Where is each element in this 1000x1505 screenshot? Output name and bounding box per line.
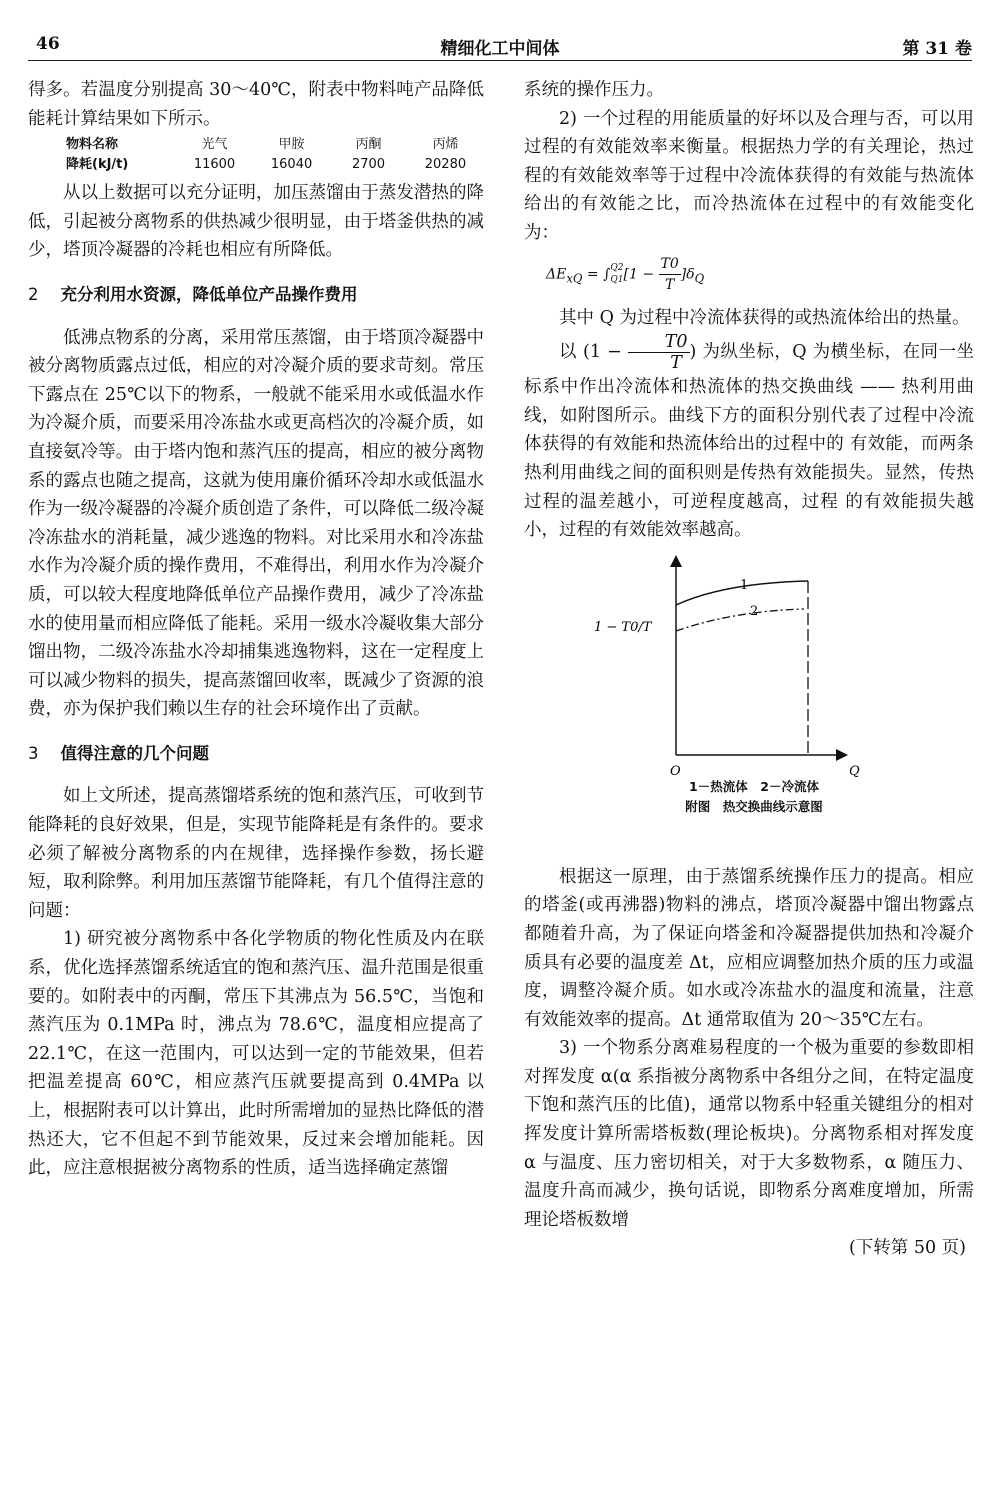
formula-fraction xyxy=(659,254,681,295)
heat-curve-diagram xyxy=(524,553,974,783)
paragraph: 3) 一个物系分离难易程度的一个极为重要的参数即相对挥发度 α(α 系指被分离物系中各组分之间，在特定温度下饱和蒸汽压的比值)，通常以物系中轻重关键组分的相对挥发度计算所需塔板数(理论板块)。分离物系相对挥发度 α 与温度、压力密切相关，对于大多数物系，α 随压力、温度升高而减少，换句话说，即物系分离难度增加，所需理论塔板数增 xyxy=(524,1038,974,1230)
header-rule xyxy=(28,60,972,61)
table-row xyxy=(28,155,484,175)
table-cell: 光气 xyxy=(201,137,228,153)
curve-2-cold-fluid xyxy=(676,609,804,631)
paragraph: 系统的操作压力。 xyxy=(524,80,664,100)
page-header xyxy=(28,30,972,60)
figure-caption: 附图 热交换曲线示意图 xyxy=(685,798,823,814)
section-number: 2 xyxy=(28,284,39,304)
paragraph xyxy=(524,332,974,545)
table-cell: 甲胺 xyxy=(278,137,305,153)
table-row xyxy=(28,135,484,155)
table-row-label: 物料名称 xyxy=(66,137,119,153)
section-number: 3 xyxy=(28,743,39,763)
right-column xyxy=(524,76,974,1263)
table-cell: 丙酮 xyxy=(355,137,382,153)
page-number: 46 xyxy=(36,34,60,54)
journal-name: 精细化工中间体 xyxy=(440,39,560,59)
inline-fraction xyxy=(628,332,690,373)
paragraph: 其中 Q 为过程中冷流体获得的或热流体给出的热量。 xyxy=(559,307,970,328)
y-axis-label: 1 − T0/T xyxy=(594,619,652,635)
table-cell: 11600 xyxy=(193,157,236,173)
integral-lower: Q1 xyxy=(610,275,624,286)
formula-bracket-open: [1 − xyxy=(623,266,659,283)
paragraph-text: 以 (1 − xyxy=(559,342,628,363)
paragraph: 1) 研究被分离物系中各化学物质的物化性质及内在联系，优化选择蒸馏系统适宜的饱和蒸汽压、温升范围是很重要的。如附表中的丙酮，常压下其沸点为 56.5℃，当饱和蒸汽压为 0.1MPa 时，沸点为 78.6℃，温度相应提高了 22.1℃，在这一范围内，可以达到一定的节能效果，但若把温差提高 60℃，相应蒸汽压就要提高到 0.4MPa 以上，根据附表可以计算出，此时所需增加的显热比降低的潜热还大，它不但起不到节能效果，反过来会增加能耗。因此，应注意根据被分离物系的性质，适当选择确定蒸馏 xyxy=(28,929,484,1179)
curve-1-label: 1 xyxy=(740,577,749,593)
formula-delta-sub: Q xyxy=(694,270,705,285)
fraction-numerator: T0 xyxy=(628,332,690,353)
figure-legend: 1－热流体 2－冷流体 xyxy=(689,778,819,794)
section-title: 值得注意的几个问题 xyxy=(60,743,209,763)
origin-label: O xyxy=(670,763,681,779)
paragraph: 低沸点物系的分离，采用常压蒸馏，由于塔顶冷凝器中被分离物质露点过低，相应的对冷凝介质的要求苛刻。常压下露点在 25℃以下的物系，一般就不能采用水或低温水作为冷凝介质，而要采用冷冻盐水或更高档次的冷凝介质，如直接氨冷等。由于塔内饱和蒸汽压的提高，相应的被分离物系的露点也随之提高，这就为使用廉价循环冷却水或低温水作为一级冷凝器的冷凝介质创造了条件，可以降低二级冷凝冷冻盐水的消耗量，减少逃逸的物料。对比采用水和冷冻盐水作为冷凝介质的操作费用，不难得出，利用水作为冷凝介质，可以较大程度地降低单位产品操作费用，减少了冷冻盐水的使用量而相应降低了能耗。采用一级水冷凝收集大部分馏出物，二级冷冻盐水冷却捕集逃逸物料，这在一定程度上可以减少物料的损失，提高蒸馏回收率，既减少了资源的浪费，亦为保护我们赖以生存的社会环境作出了贡献。 xyxy=(28,327,484,720)
formula-lhs: ΔE xyxy=(546,266,567,283)
formula-bracket-close: ]δ xyxy=(680,266,695,283)
fraction-numerator: T0 xyxy=(659,254,681,275)
table-cell: 16040 xyxy=(270,157,313,173)
section-title: 充分利用水资源，降低单位产品操作费用 xyxy=(60,284,358,304)
paragraph: 从以上数据可以充分证明，加压蒸馏由于蒸发潜热的降低，引起被分离物系的供热减少很明显，由于塔釜供热的减少，塔顶冷凝器的冷耗也相应有所降低。 xyxy=(28,183,484,261)
left-column xyxy=(28,76,484,1183)
paragraph-text: ) 为纵坐标，Q 为横坐标，在同一坐标系中作出冷流体和热流体的热交换曲线 —— 热利用曲线，如附图所示。曲线下方的面积分别代表了过程中冷流体获得的有效能和热流体给出的过程中的 有效能，而两条热利用曲线之间的面积则是传热有效能损失。显然，传热过程的温差越小，可逆程度越高，过程 的有效能损失越小，过程的有效能效率越高。 xyxy=(524,342,974,541)
table-cell: 2700 xyxy=(351,157,386,173)
paragraph: 如上文所述，提高蒸馏塔系统的饱和蒸汽压，可收到节能降耗的良好效果，但是，实现节能降耗是有条件的。要求必须了解被分离物系的内在规律，选择操作参数，扬长避短，取利除弊。利用加压蒸馏节能降耗，有几个值得注意的问题： xyxy=(28,786,484,921)
table-cell: 丙烯 xyxy=(432,137,459,153)
formula-eq: = ∫ xyxy=(582,266,611,283)
paragraph: 2) 一个过程的用能质量的好坏以及合理与否，可以用过程的有效能效率来衡量。根据热力学的有关理论，热过程的有效能效率等于过程中冷流体获得的有效能与热流体给出的有效能之比，而冷热流体在过程中的有效能变化为： xyxy=(524,108,974,243)
curve-2-label: 2 xyxy=(750,603,759,619)
exergy-formula xyxy=(546,254,974,298)
volume-label: 第 31 卷 xyxy=(902,39,972,59)
formula-lhs-sub: xQ xyxy=(566,270,583,285)
paragraph: 得多。若温度分别提高 30～40℃，附表中物料吨产品降低能耗计算结果如下所示。 xyxy=(28,80,484,129)
section-heading xyxy=(28,740,484,769)
table-row-label: 降耗(kJ/t) xyxy=(66,157,129,173)
table-cell: 20280 xyxy=(424,157,467,173)
fraction-denominator: T xyxy=(664,276,675,293)
integral-upper: Q2 xyxy=(610,263,624,274)
paragraph: 根据这一原理，由于蒸馏系统操作压力的提高。相应的塔釜(或再沸器)物料的沸点，塔顶冷凝器中馏出物露点都随着升高，为了保证向塔釜和冷凝器提供加热和冷凝介质具有必要的温度差 Δt，应相应调整加热介质的压力或温度，调整冷凝介质。如水或冷冻盐水的温度和流量，注意有效能效率的提高。Δt 通常取值为 20～35℃左右。 xyxy=(524,866,974,1030)
x-axis-label: Q xyxy=(849,763,860,779)
heat-exchange-figure xyxy=(524,553,974,853)
energy-table xyxy=(28,135,484,175)
fraction-denominator: T xyxy=(670,353,682,374)
continued-note: (下转第 50 页) xyxy=(848,1238,966,1259)
section-heading xyxy=(28,281,484,310)
